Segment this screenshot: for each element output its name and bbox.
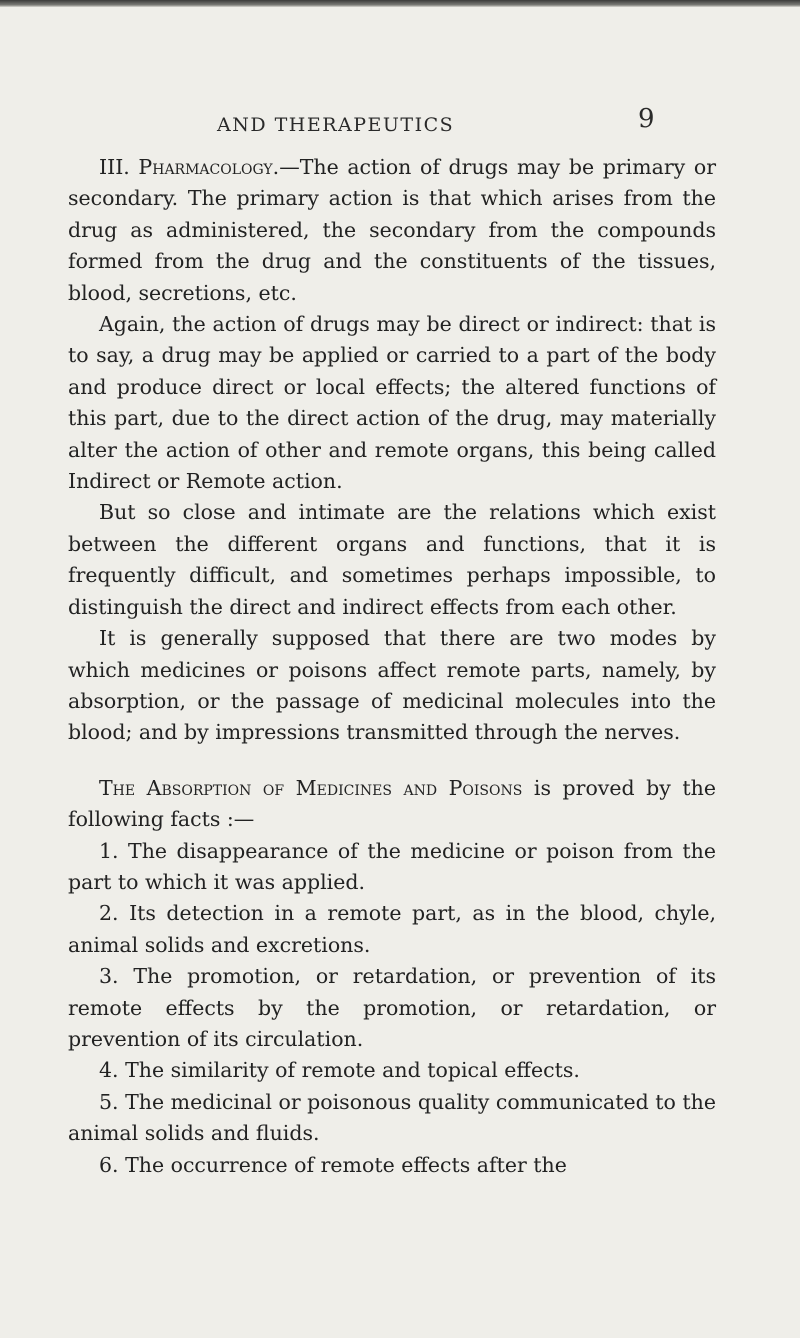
scan-edge-shadow [0, 0, 800, 7]
paragraph-absorption-text: is proved by the following facts :— [68, 775, 717, 832]
paragraph-direct-indirect: Again, the action of drugs may be direct or indirect: that is to say, a drug may be applied or carried to a part of the body and produce direct or local effects; the altered functions of this part, due to the direct action of the drug, may materially alter the action of other and remote organs, this being called Indirect or Remote action. [68, 312, 716, 494]
running-head [0, 104, 800, 144]
fact-item: 1. The disappearance of the medicine or poison from the part to which it was applied. [68, 838, 716, 894]
paragraph-pharmacology-text: —The action of drugs may be primary or secondary. The primary action is that which arises from the drug as administered, the secondary from the compounds formed from the drug and the constituents of the tissues, blood, secretions, etc. [68, 155, 716, 305]
page-number: 9 [638, 104, 655, 134]
section-heading-pharmacology: III. Pharmacology. [99, 155, 280, 179]
body-text [68, 152, 716, 1181]
paragraph-relations: But so close and intimate are the relations which exist between the different organs and functions, that it is frequently difficult, and sometimes perhaps impossible, to distinguish the direct and indirect effects from each other. [68, 500, 716, 619]
section-heading-absorption: The Absorption of Medicines and Poisons [99, 775, 523, 800]
fact-item: 4. The similarity of remote and topical effects. [99, 1058, 580, 1083]
fact-item: 6. The occurrence of remote effects after the [99, 1152, 567, 1177]
paragraph-modes: It is generally supposed that there are two modes by which medicines or poisons affect remote parts, namely, by absorption, or the passage of medicinal molecules into the blood; and by impressions transmitted through the nerves. [68, 626, 716, 745]
fact-item: 5. The medicinal or poisonous quality communicated to the animal solids and fluids. [68, 1089, 716, 1146]
paragraph-pharmacology [68, 152, 716, 309]
fact-item: 2. Its detection in a remote part, as in the blood, chyle, animal solids and excretions. [68, 901, 716, 957]
fact-item: 3. The promotion, or retardation, or prevention of its remote effects by the promotion, or retardation, or prevention of its circulation. [68, 964, 716, 1051]
running-head-title: AND THERAPEUTICS [217, 114, 455, 136]
paragraph-absorption [68, 773, 716, 836]
